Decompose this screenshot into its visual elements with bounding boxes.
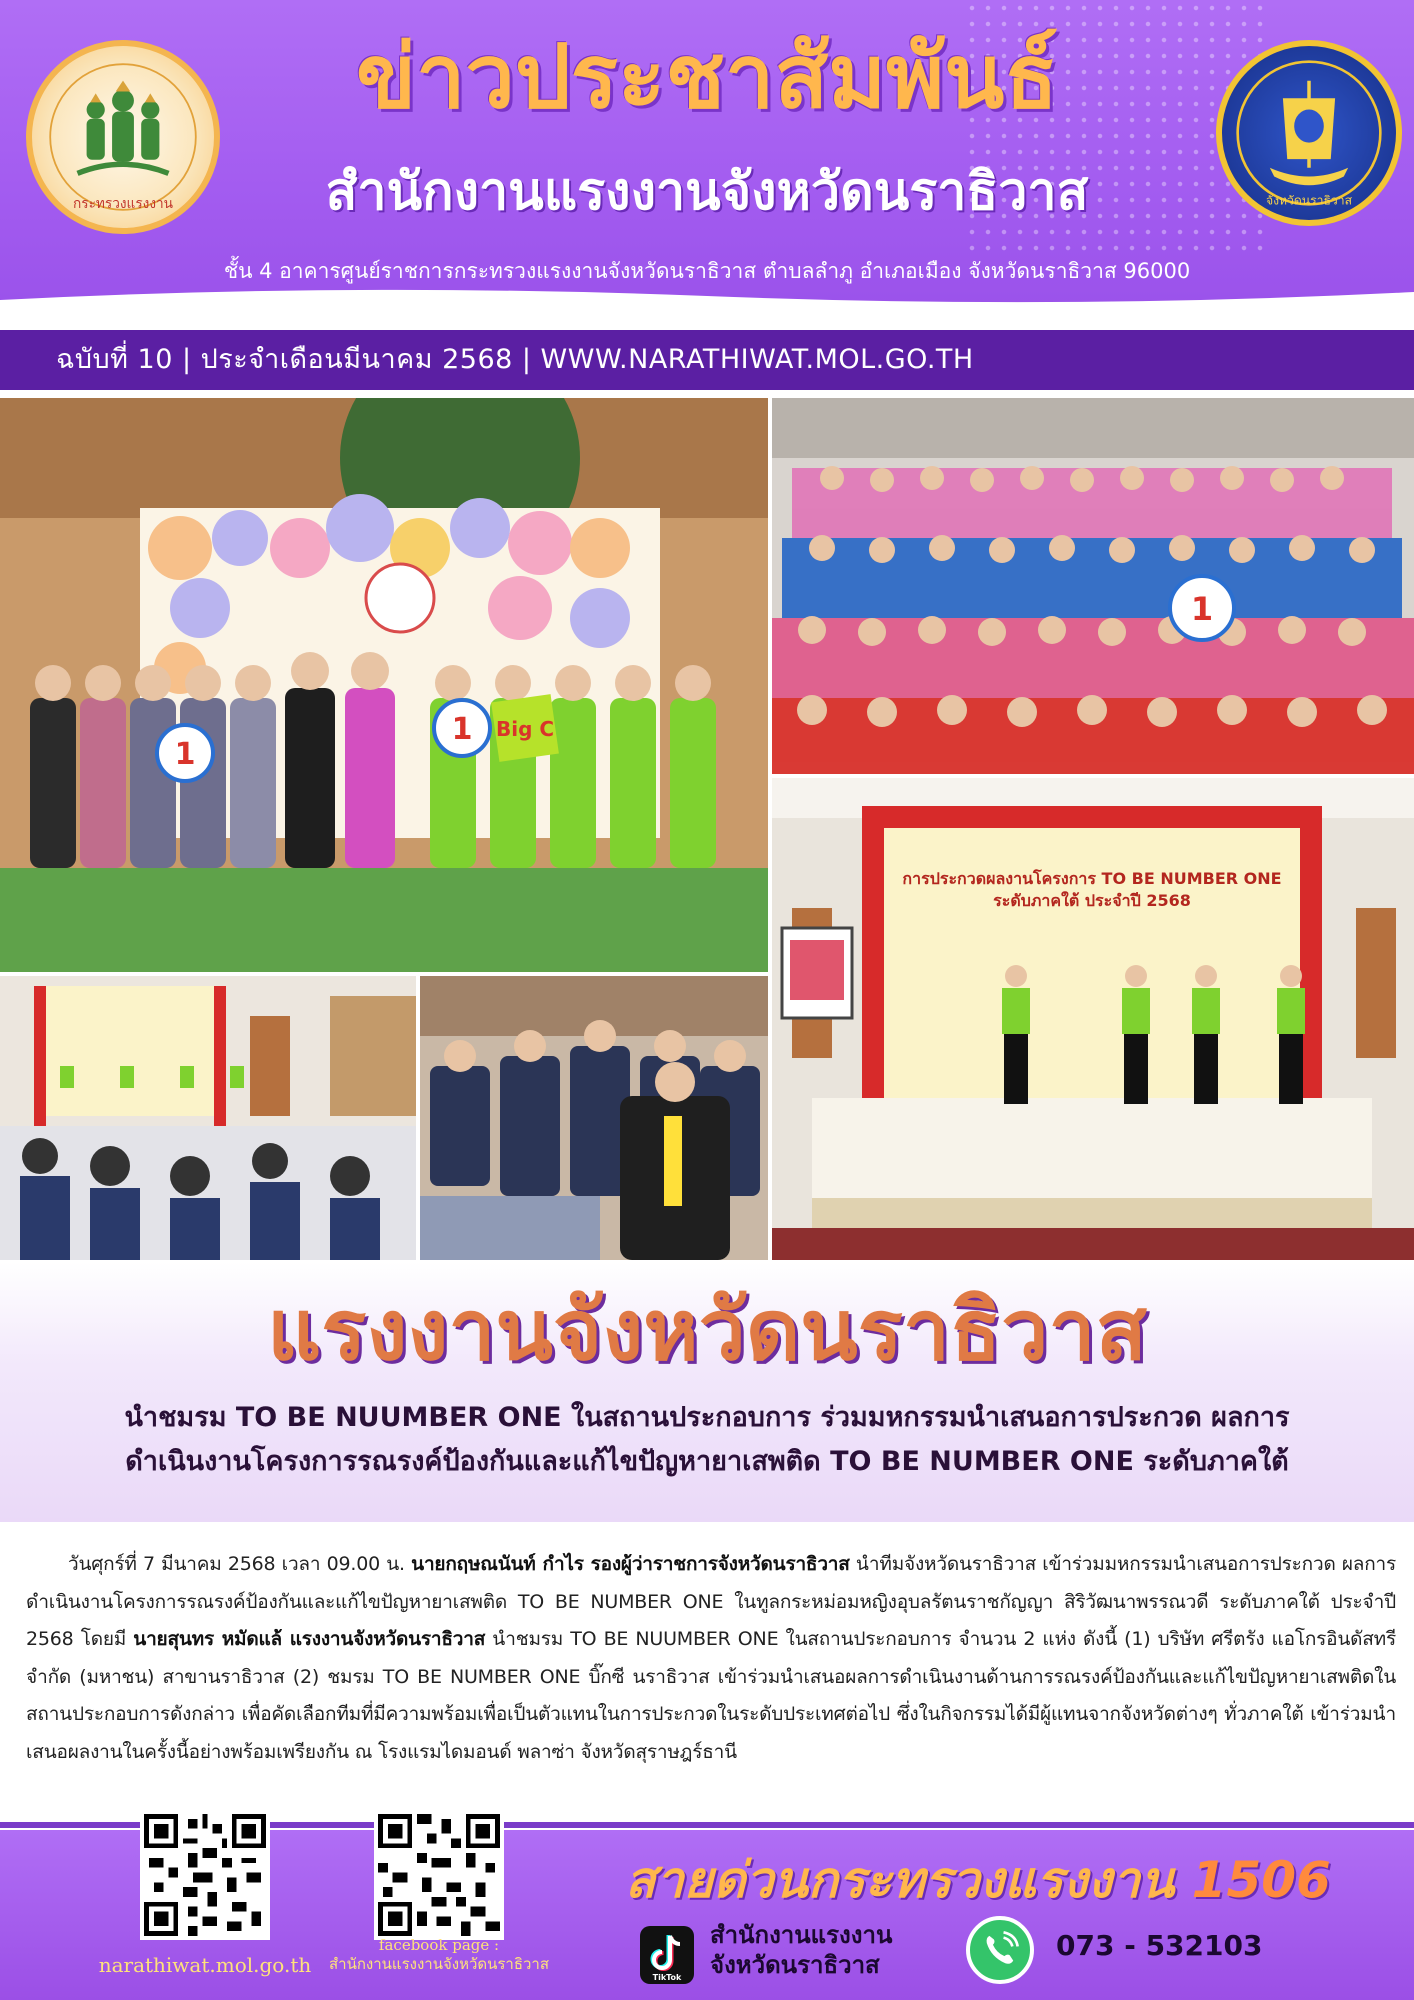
- tiktok-icon[interactable]: [640, 1926, 694, 1984]
- article-body: [26, 1546, 1396, 1771]
- facebook-caption-line-2: สำนักงานแรงงานจังหวัดนราธิวาส: [328, 1955, 550, 1973]
- photo-crowd-stairs: [772, 398, 1414, 774]
- headline-title: แรงงานจังหวัดนราธิวาส: [267, 1281, 1147, 1379]
- phone-icon[interactable]: [966, 1916, 1034, 1984]
- sign-one-left: 1: [174, 737, 196, 772]
- stage-banner-text: การประกวดผลงานโครงการ TO BE NUMBER ONE ระดับภาคใต้ ประจำปี 2568: [902, 869, 1282, 910]
- issue-bar: [0, 330, 1414, 390]
- tiktok-label-line-1: สำนักงานแรงงาน: [710, 1921, 893, 1949]
- headline-block: [0, 1262, 1414, 1522]
- photo-audience: [420, 976, 768, 1260]
- right-seal-text: จังหวัดนราธิวาส: [1265, 193, 1353, 208]
- sign-one-right: 1: [451, 712, 473, 747]
- body-bold-2: นายสุนทร หมัดแล้ แรงงานจังหวัดนราธิวาส: [133, 1628, 486, 1650]
- headline-subtitle-line-1: นำชมรม TO BE NUUMBER ONE ในสถานประกอบการ ร่วมมหกรรมนำเสนอการประกวด ผลการ: [124, 1402, 1290, 1433]
- headline-subtitle: [30, 1396, 1384, 1484]
- photo-stage-presentation: [772, 778, 1414, 1260]
- header-title: ข่าวประชาสัมพันธ์: [355, 25, 1059, 128]
- narathiwat-province-seal-icon: [1216, 40, 1402, 226]
- header-subtitle: สำนักงานแรงงานจังหวัดนราธิวาส: [325, 162, 1089, 222]
- tiktok-account-label[interactable]: [710, 1920, 930, 1980]
- sign-big-c: Big C: [495, 717, 555, 741]
- ministry-of-labour-seal-icon: [26, 40, 220, 234]
- facebook-caption-line-1: facebook page :: [378, 1936, 500, 1954]
- tiktok-badge: TikTok: [652, 1973, 682, 1982]
- body-part-3: นำชมรม TO BE NUUMBER ONE ในสถานประกอบการ จำนวน 2 แห่ง ดังนี้ (1) บริษัท ศรีตรัง แอโกรอินดัสทรีจำกัด (มหาชน) สาขานราธิวาส (2) ชมรม TO BE NUMBER ONE บิ๊กซี นราธิวาส เข้าร่วมนำเสนอผลการดำเนินงานด้านการรณรงค์ป้องกันและแก้ไขปัญหายาเสพติดในสถานประกอบการดังกล่าว เพื่อคัดเลือกทีมที่มีความพร้อมเพื่อเป็นตัวแทนในการประกวดในระดับประเทศต่อไป ซึ่งในกิจกรรมได้มีผู้แทนจากจังหวัดต่างๆ ทั่วภาคใต้ เข้าร่วมนำเสนอผลงานในครั้งนี้อย่างพร้อมเพรียงกัน ณ โรงแรมไดมอนด์ พลาซ่า จังหวัดสุราษฎร์ธานี: [26, 1628, 1396, 1763]
- facebook-caption[interactable]: [300, 1936, 578, 1974]
- body-bold-1: นายกฤษณนันท์ กำไร รองผู้ว่าราชการจังหวัดนราธิวาส: [411, 1553, 850, 1575]
- photo-group-flower-backdrop: [0, 398, 768, 972]
- photo-collage: [0, 398, 1414, 1260]
- body-part-2: นำทีมจังหวัดนราธิวาส เข้าร่วมมหกรรมนำเสนอการประกวด ผลการดำเนินงานโครงการรณรงค์ป้องกันและแก้ไขปัญหายาเสพติด TO BE NUMBER ONE ในทูลกระหม่อมหญิงอุบลรัตนราชกัญญา สิริวัฒนาพรรณวดี ระดับภาคใต้ ประจำปี 2568 โดยมี: [26, 1553, 1397, 1650]
- hotline-banner: [598, 1848, 1358, 1912]
- left-seal-text: กระทรวงแรงงาน: [73, 195, 173, 212]
- tiktok-label-line-2: จังหวัดนราธิวาส: [710, 1951, 880, 1979]
- website-qr-code-icon[interactable]: [140, 1810, 270, 1940]
- headline-subtitle-line-2: ดำเนินงานโครงการรณรงค์ป้องกันและแก้ไขปัญหายาเสพติด TO BE NUMBER ONE ระดับภาคใต้: [125, 1446, 1289, 1477]
- hotline-label: สายด่วนกระทรวงแรงงาน: [625, 1851, 1192, 1909]
- photo-stage-wide: [0, 976, 416, 1260]
- sign-one-crowd: 1: [1190, 590, 1214, 628]
- website-caption[interactable]: narathiwat.mol.go.th: [98, 1953, 312, 1977]
- hotline-number[interactable]: 1506: [1191, 1851, 1331, 1909]
- facebook-qr-code-icon[interactable]: [374, 1810, 504, 1940]
- phone-number[interactable]: 073 - 532103: [1056, 1929, 1263, 1962]
- header-address: ชั้น 4 อาคารศูนย์ราชการกระทรวงแรงงานจังหวัดนราธิวาส ตำบลลำภู อำเภอเมือง จังหวัดนราธิวาส 96000: [223, 259, 1191, 283]
- header-wave: [0, 282, 1414, 312]
- issue-text: ฉบับที่ 10 | ประจำเดือนมีนาคม 2568 | WWW.NARATHIWAT.MOL.GO.TH: [56, 344, 974, 375]
- body-part-1: วันศุกร์ที่ 7 มีนาคม 2568 เวลา 09.00 น.: [68, 1553, 412, 1575]
